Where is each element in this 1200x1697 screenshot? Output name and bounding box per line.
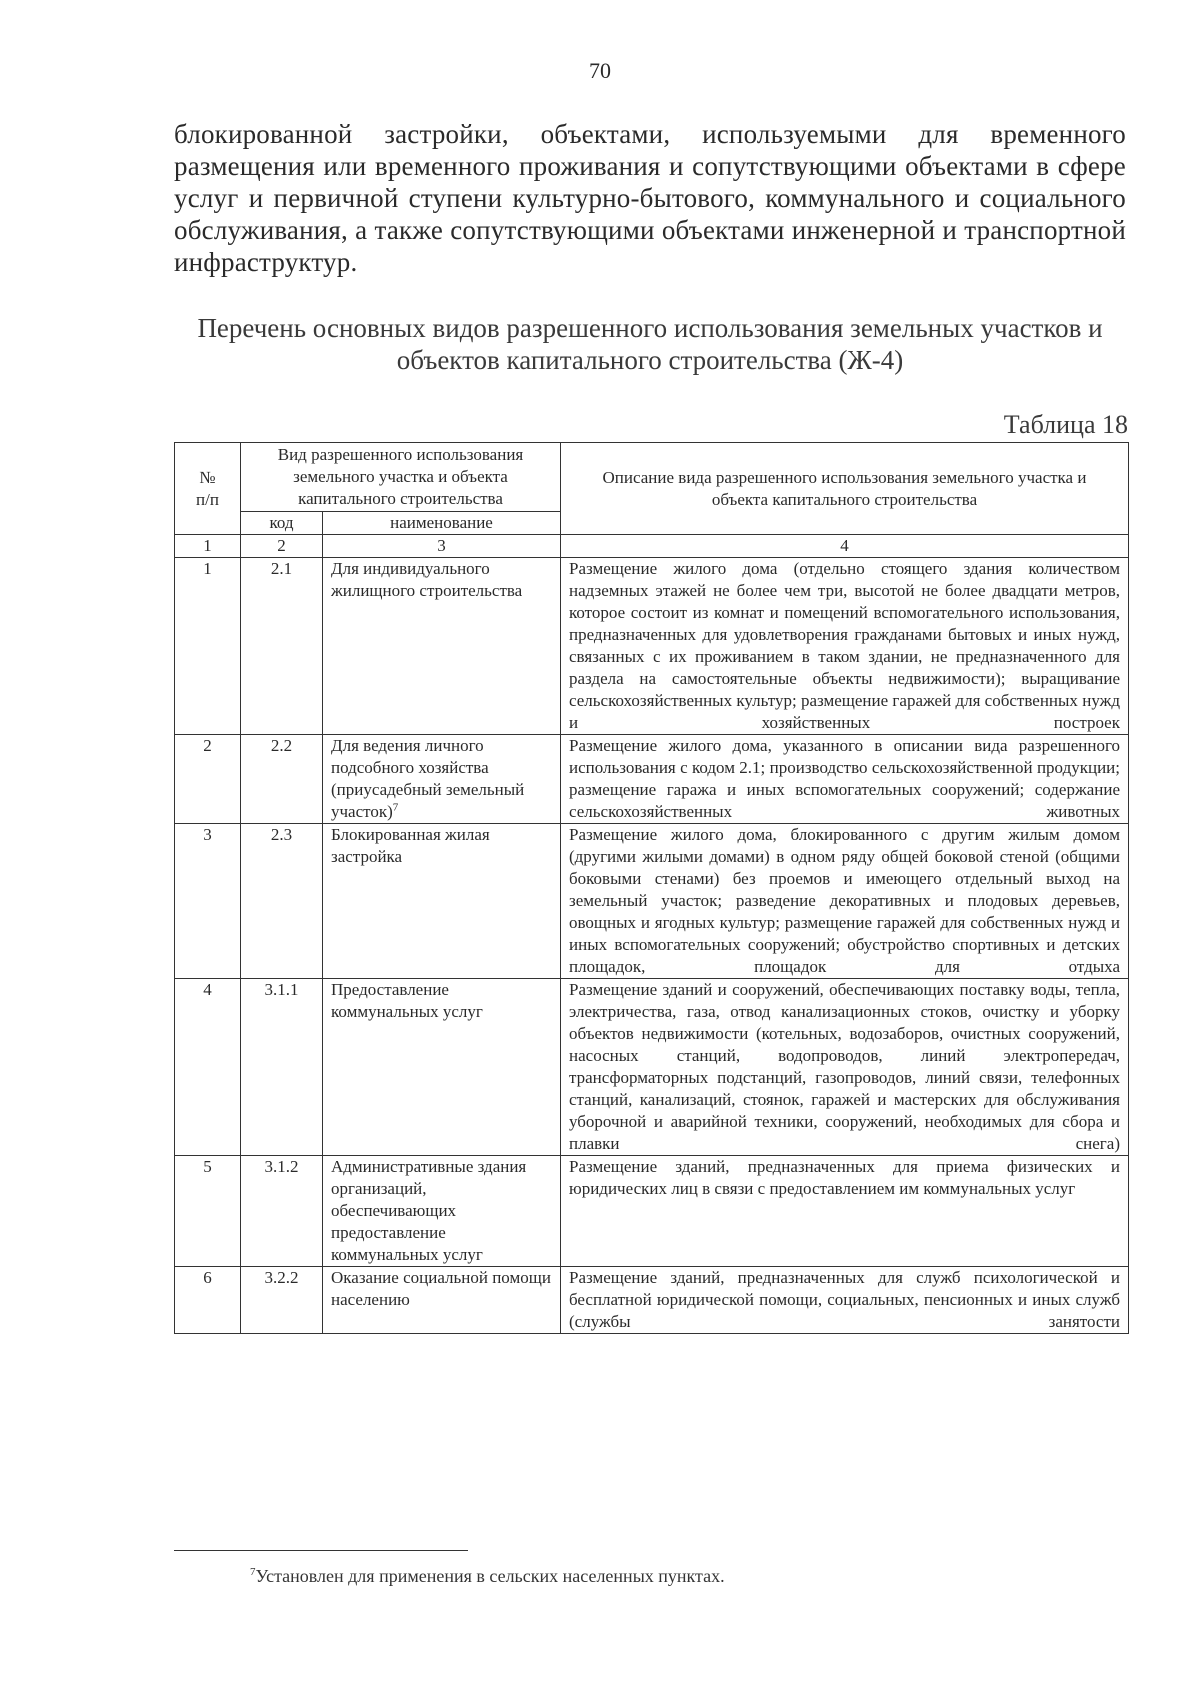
row-code: 3.1.1 — [241, 979, 323, 1156]
intro-paragraph: блокированной застройки, объектами, используемыми для временного размещения или временного проживания и сопутствующими объектами в сфере услуг и первичной ступени культурно-бытового, коммунального и социального обслуживания, а также сопутствующими объектами инженерной и транспортной инфраструктур. — [174, 119, 1126, 277]
header-name: наименование — [323, 512, 561, 535]
header-code: код — [241, 512, 323, 535]
row-number: 4 — [175, 979, 241, 1156]
row-number: 6 — [175, 1267, 241, 1334]
table-row — [175, 1267, 1129, 1334]
table-row — [175, 824, 1129, 979]
table-label: Таблица 18 — [1003, 410, 1128, 439]
page-number: 70 — [589, 58, 611, 83]
row-description: Размещение зданий, предназначенных для служб психологической и бесплатной юридической помощи, социальных, пенсионных и иных служб (службы занятости — [561, 1267, 1129, 1334]
table-row — [175, 979, 1129, 1156]
row-number: 2 — [175, 735, 241, 824]
column-number: 3 — [323, 535, 561, 558]
row-name: Блокированная жилая застройка — [323, 824, 561, 979]
column-number: 4 — [561, 535, 1129, 558]
table-row — [175, 558, 1129, 735]
row-description: Размещение жилого дома, указанного в описании вида разрешенного использования с кодом 2.1; производство сельскохозяйственной продукции; размещение гаража и иных вспомогательных сооружений; содержание сельскохозяйственных животных — [561, 735, 1129, 824]
row-description: Размещение зданий, предназначенных для приема физических и юридических лиц в связи с предоставлением им коммунальных услуг — [561, 1156, 1129, 1267]
row-number: 1 — [175, 558, 241, 735]
land-use-table — [174, 442, 1129, 1334]
column-number-row — [175, 535, 1129, 558]
row-code: 2.3 — [241, 824, 323, 979]
row-name-cell — [323, 735, 561, 824]
row-code: 2.1 — [241, 558, 323, 735]
footnote — [250, 1566, 725, 1587]
row-description: Размещение жилого дома, блокированного с другим жилым домом (другими жилыми домами) в одном ряду общей боковой стеной (общими боковыми стенами) без проемов и имеющего отдельный выход на земельный участок; разведение декоративных и плодовых деревьев, овощных и ягодных культур; размещение гаражей для собственных нужд и иных вспомогательных сооружений; обустройство спортивных и детских площадок, площадок для отдыха — [561, 824, 1129, 979]
row-number: 5 — [175, 1156, 241, 1267]
footnote-mark: 7 — [250, 1566, 256, 1578]
table-row — [175, 735, 1129, 824]
row-number: 3 — [175, 824, 241, 979]
header-num: № п/п — [175, 443, 241, 535]
section-heading: Перечень основных видов разрешенного использования земельных участков и объектов капитального строительства (Ж-4) — [197, 313, 1103, 375]
footnote-mark: 7 — [392, 801, 399, 814]
row-code: 3.1.2 — [241, 1156, 323, 1267]
column-number: 2 — [241, 535, 323, 558]
row-name: Административные здания организаций, обеспечивающих предоставление коммунальных услуг — [323, 1156, 561, 1267]
header-row — [175, 443, 1129, 512]
header-type-group: Вид разрешенного использования земельного участка и объекта капитального строительства — [241, 443, 561, 512]
row-name: Для индивидуального жилищного строительства — [323, 558, 561, 735]
column-number: 1 — [175, 535, 241, 558]
footnote-divider — [174, 1550, 468, 1551]
footnote-text: Установлен для применения в сельских населенных пунктах. — [255, 1566, 725, 1586]
header-description: Описание вида разрешенного использования земельного участка и объекта капитального строительства — [561, 443, 1129, 535]
row-name: Для ведения личного подсобного хозяйства (приусадебный земельный участок) — [331, 736, 525, 821]
row-name: Оказание социальной помощи населению — [323, 1267, 561, 1334]
table-row — [175, 1156, 1129, 1267]
row-code: 3.2.2 — [241, 1267, 323, 1334]
row-description: Размещение жилого дома (отдельно стоящего здания количеством надземных этажей не более чем три, высотой не более двадцати метров, которое состоит из комнат и помещений вспомогательного использования, предназначенных для удовлетворения гражданами бытовых и иных нужд, связанных с их проживанием в таком здании, не предназначенного для раздела на самостоятельные объекты недвижимости); выращивание сельскохозяйственных культур; размещение гаражей для собственных нужд и хозяйственных построек — [561, 558, 1129, 735]
row-description: Размещение зданий и сооружений, обеспечивающих поставку воды, тепла, электричества, газа, отвод канализационных стоков, очистку и уборку объектов недвижимости (котельных, водозаборов, очистных сооружений, насосных станций, водопроводов, линий электропередач, трансформаторных подстанций, газопроводов, линий связи, телефонных станций, канализаций, стоянок, гаражей и мастерских для обслуживания уборочной и аварийной техники, сооружений, необходимых для сбора и плавки снега) — [561, 979, 1129, 1156]
row-name: Предоставление коммунальных услуг — [323, 979, 561, 1156]
row-code: 2.2 — [241, 735, 323, 824]
